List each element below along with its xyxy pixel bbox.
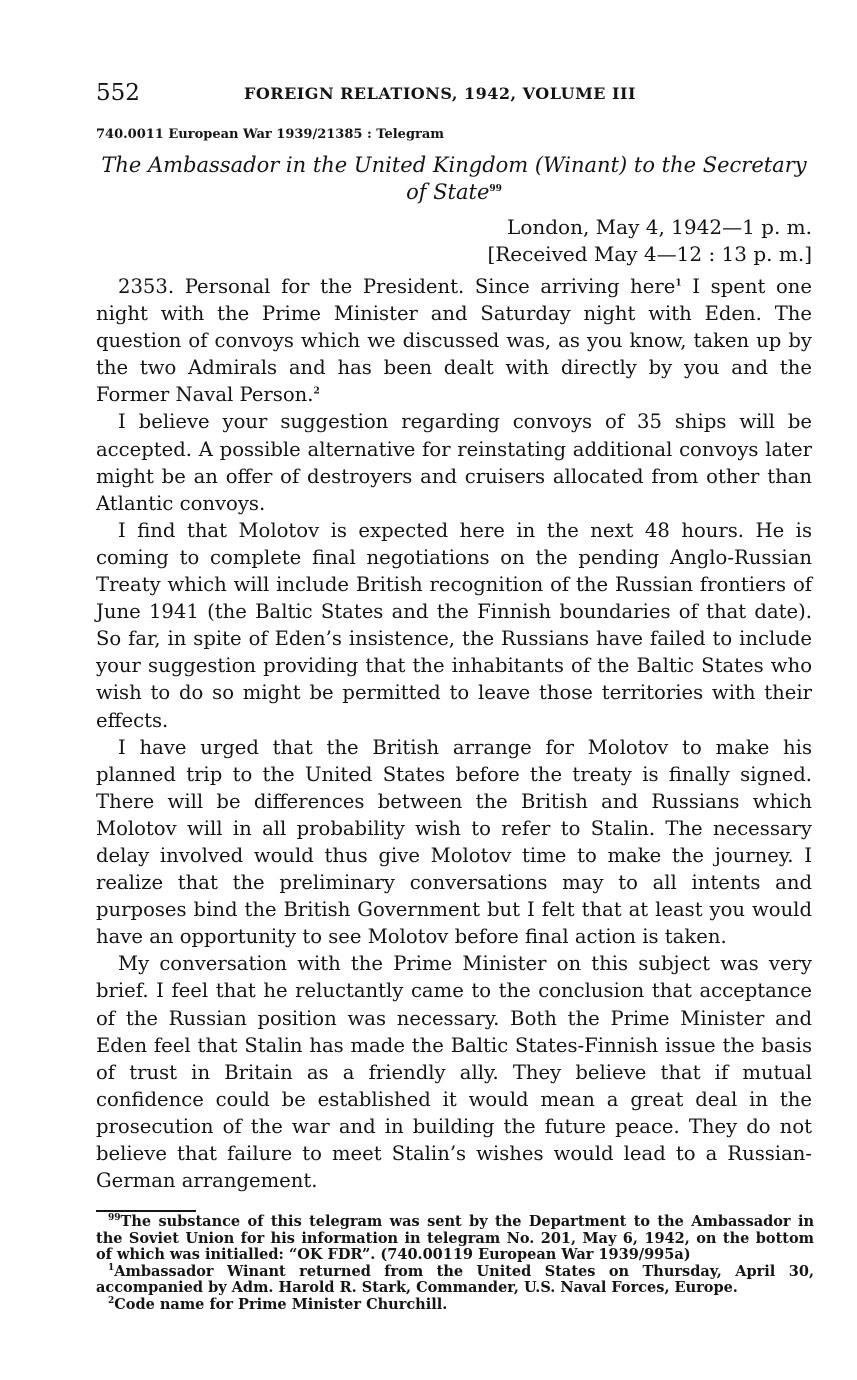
- paragraph: I have urged that the British arrange for Molotov to make his planned trip to the United States before the treaty is finally signed. There will be differences between the British and Russians which Molotov will in all probability wish to refer to Stalin. The necessary delay involved would thus give Molotov time to make the journey. I realize that the preliminary conversations may to all intents and purposes bind the British Government but I felt that at least you would have an opportunity to see Molotov before final action is taken.: [96, 735, 812, 949]
- page-number: 552: [96, 80, 140, 106]
- footnote-99: $^{99}$The substance of this telegram was sent by the Department to the Ambassador in the Soviet Union for his information in telegram No. 201, May 6, 1942, on the bottom of which was initialled: “OK FDR”. (740.00119 European War 1939/995a): [96, 1213, 814, 1264]
- paragraph: 2353. Personal for the President. Since arriving here$^1$ I spent one night with the Prime Minister and Saturday night with Eden. The question of convoys which we discussed was, as you know, taken up by the two Admirals and has been dealt with directly by you and the Former Naval Person.$^2$: [96, 275, 812, 407]
- footnote-ref-2[interactable]: 2: [313, 386, 320, 397]
- running-head: FOREIGN RELATIONS, 1942, VOLUME III: [244, 84, 636, 103]
- footnote-mark: 99: [108, 1213, 121, 1224]
- received-time: [Received May 4—12 : 13 p. m.]: [487, 242, 812, 266]
- footnote-mark: 1: [108, 1262, 115, 1273]
- footnote-1: $^1$Ambassador Winant returned from the United States on Thursday, April 30, accompanied by Adm. Harold R. Stark, Commander, U.S. Naval Forces, Europe.: [96, 1262, 814, 1297]
- footnote-ref-1[interactable]: 1: [675, 278, 682, 289]
- footnote-rule: [96, 1210, 196, 1212]
- paragraph: I find that Molotov is expected here in the next 48 hours. He is coming to complete final negotiations on the pending Anglo-Russian Treaty which will include British recognition of the Russian frontiers of June 1941 (the Baltic States and the Finnish boundaries of that date). So far, in spite of Eden’s insistence, the Russians have failed to include your suggestion providing that the inhabitants of the Baltic States who wish to do so might be permitted to leave those territories with their effects.: [96, 518, 812, 732]
- footnote-2: $^2$Code name for Prime Minister Churchill.: [108, 1295, 448, 1313]
- dateline: London, May 4, 1942—1 p. m.: [507, 215, 812, 239]
- file-reference: 740.0011 European War 1939/21385 : Telegram: [96, 127, 445, 142]
- footnotes: [96, 1214, 814, 1314]
- document-title: The Ambassador in the United Kingdom (Winant) to the Secretary of State: [101, 153, 807, 204]
- telegram-body: [96, 273, 812, 1194]
- footnote-mark: 2: [108, 1296, 115, 1307]
- document-heading: [96, 152, 812, 206]
- footnote-ref-99[interactable]: 99: [489, 184, 502, 194]
- dateline-block: [487, 214, 812, 268]
- paragraph: My conversation with the Prime Minister on this subject was very brief. I feel that he reluctantly came to the conclusion that acceptance of the Russian position was necessary. Both the Prime Minister and Eden feel that Stalin has made the Baltic States-Finnish issue the basis of trust in Britain as a friendly ally. They believe that if mutual confidence could be established it would mean a great deal in the prosecution of the war and in building the future peace. They do not believe that failure to meet Stalin’s wishes would lead to a Russian-German arrangement.: [96, 952, 812, 1193]
- paragraph: I believe your suggestion regarding convoys of 35 ships will be accepted. A possible alternative for reinstating additional convoys later might be an offer of destroyers and cruisers allocated from other than Atlantic convoys.: [96, 410, 812, 515]
